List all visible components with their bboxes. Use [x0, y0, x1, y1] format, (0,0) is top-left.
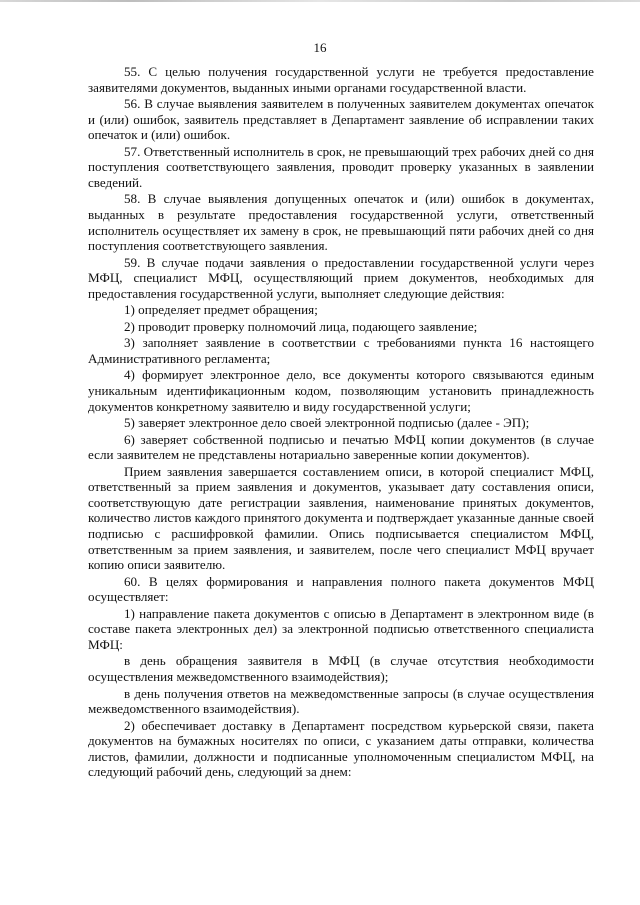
paragraph-60-item-2: 2) обеспечивает доставку в Департамент посредством курьерской связи, пакета документов на бумажных носителях по описи, с указанием даты отправки, количества листов, фамилии, должности и подписанные уполномоченным специалистом МФЦ, на следующий рабочий день, следующий за днем: — [88, 717, 594, 780]
paragraph-56: 56. В случае выявления заявителем в полученных заявителем документах опечаток и (или) ошибок, заявитель представляет в Департамент заявление об исправлении таких опечаток и (или) ошибок. — [88, 96, 594, 143]
paragraph-57: 57. Ответственный исполнитель в срок, не превышающий трех рабочих дней со дня поступления соответствующего заявления, проводит проверку указанных в заявлении сведений. — [88, 143, 594, 190]
scan-top-edge — [0, 0, 640, 2]
paragraph-59-inventory: Прием заявления завершается составлением описи, в которой специалист МФЦ, ответственный за прием заявления и документов, указывает дату составления описи, соответствующую дате регистрации заявления, наименование принятых документов, количество листов каждого принятого документа и подтверждает указанные данные своей подписью с расшифровкой фамилии. Опись подписывается специалистом МФЦ, ответственным за прием заявления, и заявителем, после чего специалист МФЦ вручает копию описи заявителю. — [88, 463, 595, 573]
paragraph-58: 58. В случае выявления допущенных опечаток и (или) ошибок в документах, выданных в результате предоставления государственной услуги, ответственный исполнитель осуществляет их замену в срок, не превышающий пяти рабочих дней со дня поступления соответствующего заявления. — [88, 191, 594, 254]
paragraph-60-item-1-case-a: в день обращения заявителя в МФЦ (в случае отсутствия необходимости осуществления межведомственного взаимодействия); — [88, 653, 594, 685]
paragraph-59-item-5: 5) заверяет электронное дело своей электронной подписью (далее - ЭП); — [124, 415, 530, 431]
paragraph-59-item-2: 2) проводит проверку полномочий лица, подающего заявление; — [124, 318, 478, 334]
document-body — [88, 64, 594, 781]
paragraph-59: 59. В случае подачи заявления о предоставлении государственной услуги через МФЦ, специалист МФЦ, осуществляющий прием документов, необходимых для предоставления государственной услуги, выполняет следующие действия: — [88, 254, 594, 301]
paragraph-60: 60. В целях формирования и направления полного пакета документов МФЦ осуществляет: — [88, 573, 594, 605]
paragraph-59-item-3: 3) заполняет заявление в соответствии с требованиями пункта 16 настоящего Административного регламента; — [88, 335, 594, 366]
paragraph-60-item-1-case-b: в день получения ответов на межведомственные запросы (в случае осуществления межведомственного взаимодействия). — [88, 685, 594, 717]
paragraph-59-item-1: 1) определяет предмет обращения; — [124, 302, 318, 318]
paragraph-60-item-1: 1) направление пакета документов с описью в Департамент в электронном виде (в составе пакета электронных дел) за электронной подписью ответственного специалиста МФЦ: — [88, 605, 594, 652]
page-number: 16 — [313, 40, 327, 55]
paragraph-55: 55. С целью получения государственной услуги не требуется предоставление заявителями документов, выданных иными органами государственной власти. — [88, 64, 594, 95]
paragraph-59-item-6: 6) заверяет собственной подписью и печатью МФЦ копии документов (в случае если заявителем не представлены нотариально заверенные копии документов). — [88, 431, 594, 463]
paragraph-59-item-4: 4) формирует электронное дело, все документы которого связываются единым уникальным идентификационным кодом, позволяющим установить принадлежность документов конкретному заявителю и виду государственной услуги; — [88, 367, 594, 414]
